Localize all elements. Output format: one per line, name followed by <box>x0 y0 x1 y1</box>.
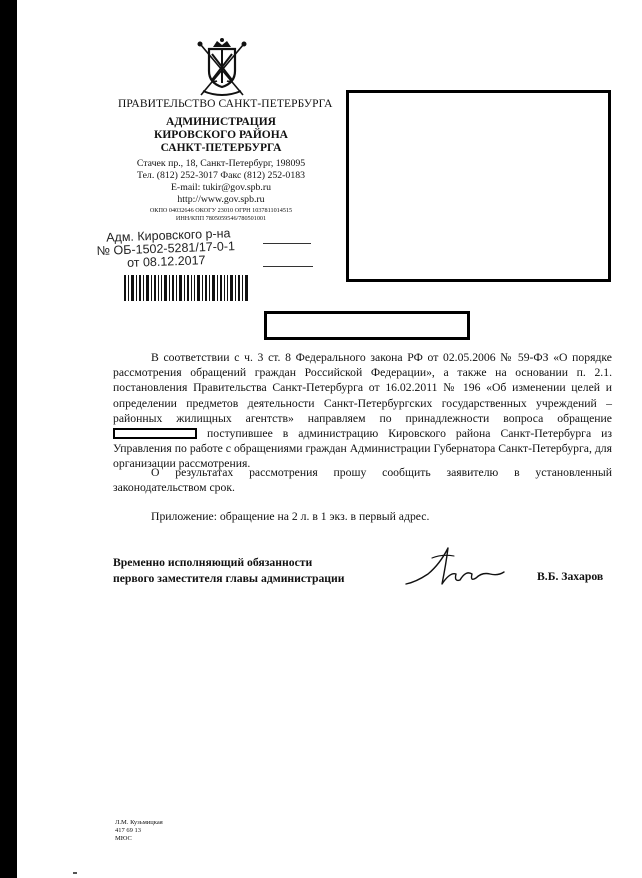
paragraph-text: В соответствии с ч. 3 ст. 8 Федерального закона РФ от 02.05.2006 № 59-ФЗ «О порядке рассмотрения обращений граждан Российской Федерации», а также на основании п. 2.1. постановления Правительства Санкт-Петербурга от 16.02.2011 № 196 «Об изменении целей и определении предметов деятельности Санкт-Петербургских государственных учреждений – районных жилищных агентств» направляем по принадлежности вопроса обращение <box>113 351 612 425</box>
executor-phone: 417 69 13 <box>115 827 141 834</box>
executor-code: МЮС <box>115 835 132 842</box>
letter-paragraph: О результатах рассмотрения прошу сообщить заявителю в установленный законодательством срок. <box>113 466 612 495</box>
registry-codes <box>118 207 324 223</box>
stamp-number: № ОБ-1502-5281/17-0-1 <box>96 239 236 258</box>
blank-number-line <box>263 243 311 244</box>
scan-speck <box>73 872 77 874</box>
executor-name: Л.М. Кузьмицкая <box>115 819 163 826</box>
phone-fax-line: Тел. (812) 252-3017 Факс (812) 252-0183 <box>136 170 306 181</box>
letter-paragraph <box>113 350 612 472</box>
email-line: E-mail: tukir@gov.spb.ru <box>170 182 272 193</box>
website-line: http://www.gov.spb.ru <box>177 194 265 205</box>
inn-kpp-line: ИНН/КПП 7805059546/780501001 <box>175 215 267 222</box>
administration-line: САНКТ-ПЕТЕРБУРГА <box>160 142 282 154</box>
administration-line: АДМИНИСТРАЦИЯ <box>166 116 276 128</box>
registration-stamp <box>96 227 247 271</box>
stamp-line: Адм. Кировского р-на <box>105 226 231 245</box>
signatory-title-line: Временно исполняющий обязанности <box>113 556 313 569</box>
government-title: ПРАВИТЕЛЬСТВО САНКТ-ПЕТЕРБУРГА <box>118 98 333 110</box>
administration-line: КИРОВСКОГО РАЙОНА <box>153 129 288 141</box>
signatory-title <box>113 555 345 586</box>
barcode <box>124 275 248 301</box>
redacted-recipient <box>346 90 611 282</box>
signatory-name: В.Б. Захаров <box>537 570 604 583</box>
contact-block <box>118 158 324 206</box>
redacted-applicant <box>113 428 197 439</box>
codes-line: ОКПО 04032646 ОКОГУ 23010 ОГРН 1037811014515 <box>149 207 293 214</box>
redacted-salutation <box>264 311 470 340</box>
administration-title <box>118 116 324 155</box>
executor-block <box>115 819 163 843</box>
handwritten-signature <box>402 544 506 594</box>
blank-date-line <box>263 266 313 267</box>
address-line: Стачек пр., 18, Санкт-Петербург, 198095 <box>136 158 306 169</box>
paragraph-text: поступившее в администрацию Кировского района Санкт-Петербурга из Управления по работе с обращениями граждан Администрации Губернатора Санкт-Петербурга, для организации рассмотрения. <box>113 427 613 471</box>
stamp-date: от 08.12.2017 <box>126 253 206 270</box>
signatory-title-line: первого заместителя главы администрации <box>113 571 345 585</box>
coat-of-arms-icon <box>191 37 253 99</box>
attachment-note: Приложение: обращение на 2 л. в 1 экз. в первый адрес. <box>151 510 430 523</box>
scan-edge-shadow <box>0 0 17 878</box>
